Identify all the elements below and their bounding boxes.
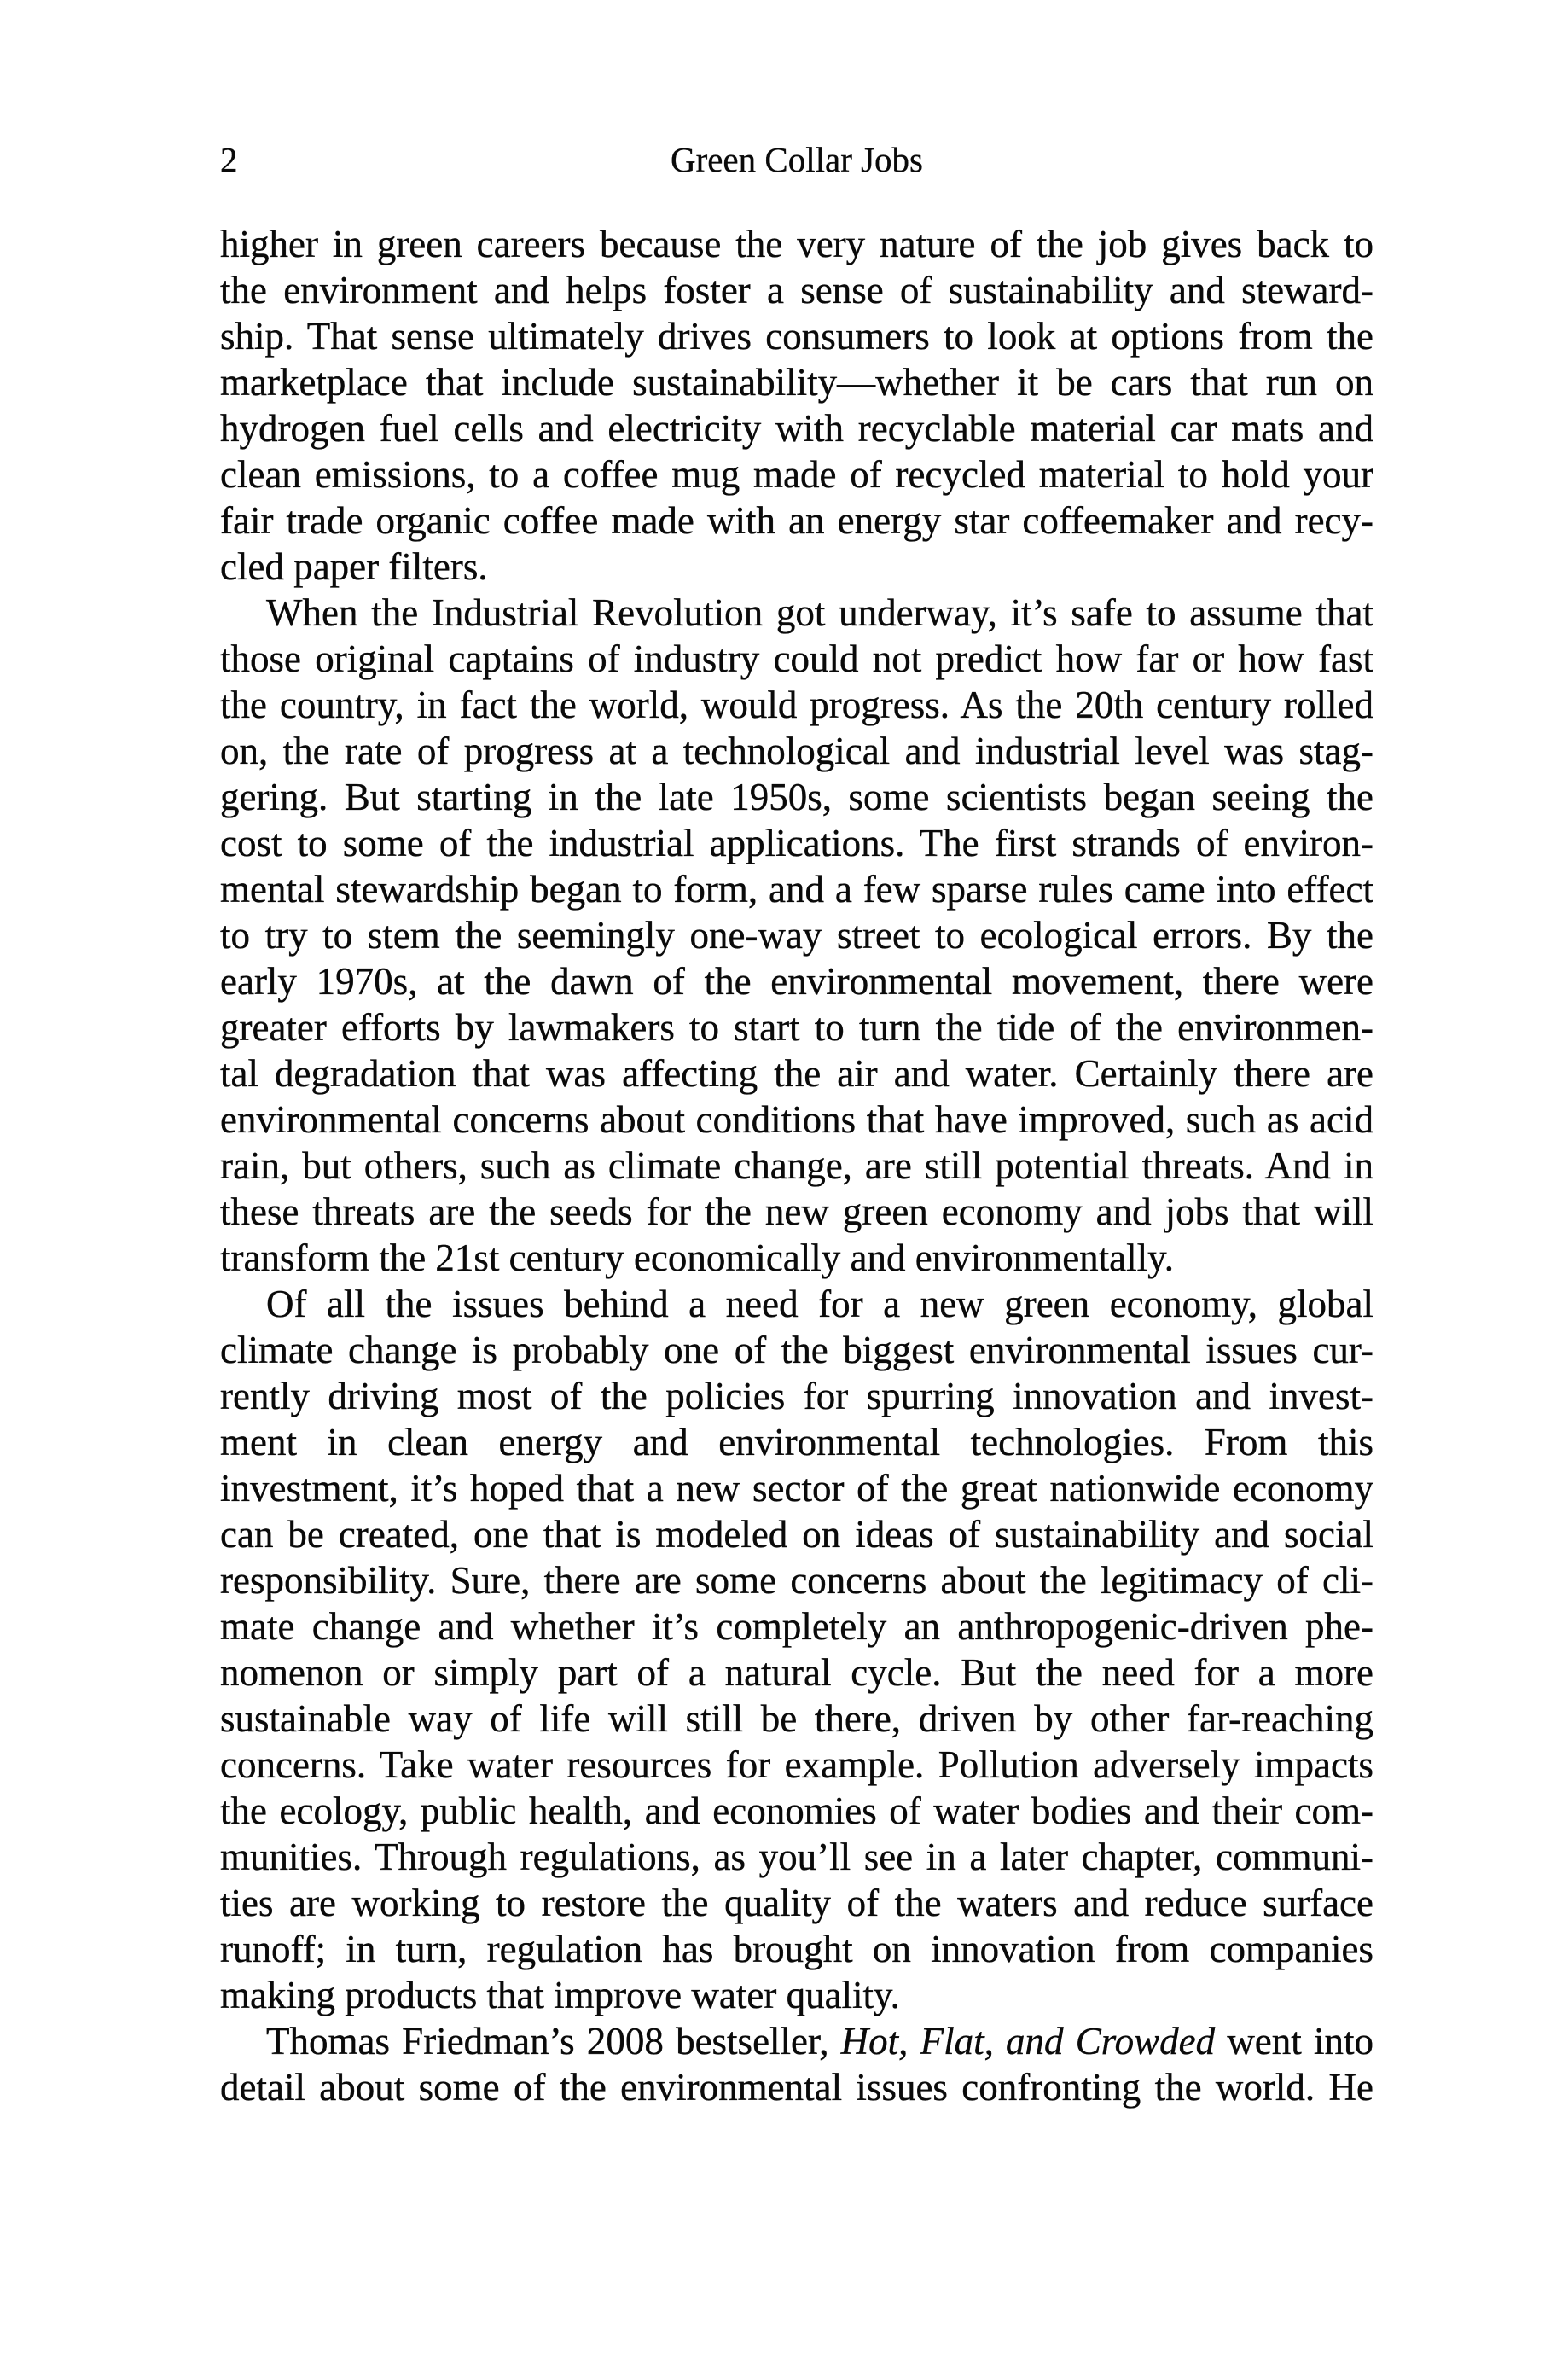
text-line: greater efforts by lawmakers to start to turn the tide of the environmen-: [220, 1006, 1373, 1049]
text-line: environmental concerns about conditions that have improved, such as acid: [220, 1098, 1373, 1141]
text-line: these threats are the seeds for the new green economy and jobs that will: [220, 1190, 1373, 1233]
paragraph-1: [220, 221, 1373, 590]
text-line: sustainable way of life will still be there, driven by other far-reaching: [220, 1697, 1373, 1740]
text-line: cost to some of the industrial applications. The first strands of environ-: [220, 822, 1373, 864]
text-line: those original captains of industry could not predict how far or how fast: [220, 637, 1373, 680]
text-line: marketplace that include sustainability—whether it be cars that run on: [220, 361, 1373, 404]
text-line: higher in green careers because the very nature of the job gives back to: [220, 223, 1373, 265]
text-line: rently driving most of the policies for spurring innovation and invest-: [220, 1375, 1373, 1417]
body-text: [220, 221, 1373, 2110]
text-line: cled paper filters.: [220, 545, 488, 588]
text-line: on, the rate of progress at a technological and industrial level was stag-: [220, 730, 1373, 772]
text-line: making products that improve water quality.: [220, 1974, 900, 2016]
text-line: When the Industrial Revolution got underway, it’s safe to assume that: [266, 591, 1373, 634]
text-line: the environment and helps foster a sense of sustainability and steward-: [220, 269, 1373, 311]
text-line: concerns. Take water resources for example. Pollution adversely impacts: [220, 1743, 1373, 1786]
italic-book-title: Hot, Flat, and Crowded: [840, 2020, 1216, 2063]
text-line: rain, but others, such as climate change, are still potential threats. And in: [220, 1144, 1373, 1187]
running-title: Green Collar Jobs: [670, 140, 924, 179]
text-line: gering. But starting in the late 1950s, some scientists began seeing the: [220, 776, 1373, 818]
text-line: investment, it’s hoped that a new sector of the great nationwide economy: [220, 1467, 1373, 1510]
text-line: tal degradation that was affecting the air and water. Certainly there are: [220, 1052, 1373, 1095]
paragraph-2: [220, 590, 1373, 1281]
text-line: Of all the issues behind a need for a new green economy, global: [266, 1283, 1373, 1325]
text-line: climate change is probably one of the biggest environmental issues cur-: [220, 1329, 1373, 1371]
text-line: ties are working to restore the quality of the waters and reduce surface: [220, 1882, 1373, 1924]
text-line: ship. That sense ultimately drives consumers to look at options from the: [220, 315, 1373, 358]
text-line: detail about some of the environmental issues confronting the world. He: [220, 2066, 1373, 2109]
text-line: hydrogen fuel cells and electricity with recyclable material car mats and: [220, 407, 1373, 450]
text-line: responsibility. Sure, there are some concerns about the legitimacy of cli-: [220, 1559, 1373, 1602]
text-line: the ecology, public health, and economies of water bodies and their com-: [220, 1789, 1373, 1832]
paragraph-3: [220, 1281, 1373, 2018]
text-line: mental stewardship began to form, and a few sparse rules came into effect: [220, 868, 1373, 911]
text-line: mate change and whether it’s completely an anthropogenic-driven phe-: [220, 1605, 1373, 1648]
text-line: Thomas Friedman’s 2008 bestseller, Hot, Flat, and Crowded went into: [266, 2020, 1373, 2063]
text-line: to try to stem the seemingly one-way street to ecological errors. By the: [220, 914, 1373, 957]
page-header: [220, 139, 1373, 180]
text-line: fair trade organic coffee made with an energy star coffeemaker and recy-: [220, 499, 1373, 542]
text-line: nomenon or simply part of a natural cycle. But the need for a more: [220, 1651, 1373, 1694]
text-line: the country, in fact the world, would progress. As the 20th century rolled: [220, 684, 1373, 726]
text-line: munities. Through regulations, as you’ll see in a later chapter, communi-: [220, 1836, 1373, 1878]
text-line: transform the 21st century economically and environmentally.: [220, 1236, 1174, 1279]
text-line: early 1970s, at the dawn of the environmental movement, there were: [220, 960, 1373, 1003]
page-number: 2: [220, 140, 238, 179]
paragraph-4: [220, 2018, 1373, 2110]
text-line: can be created, one that is modeled on ideas of sustainability and social: [220, 1513, 1373, 1556]
text-line: ment in clean energy and environmental technologies. From this: [220, 1421, 1373, 1463]
text-line: runoff; in turn, regulation has brought on innovation from companies: [220, 1928, 1373, 1970]
text-line: clean emissions, to a coffee mug made of recycled material to hold your: [220, 453, 1373, 496]
